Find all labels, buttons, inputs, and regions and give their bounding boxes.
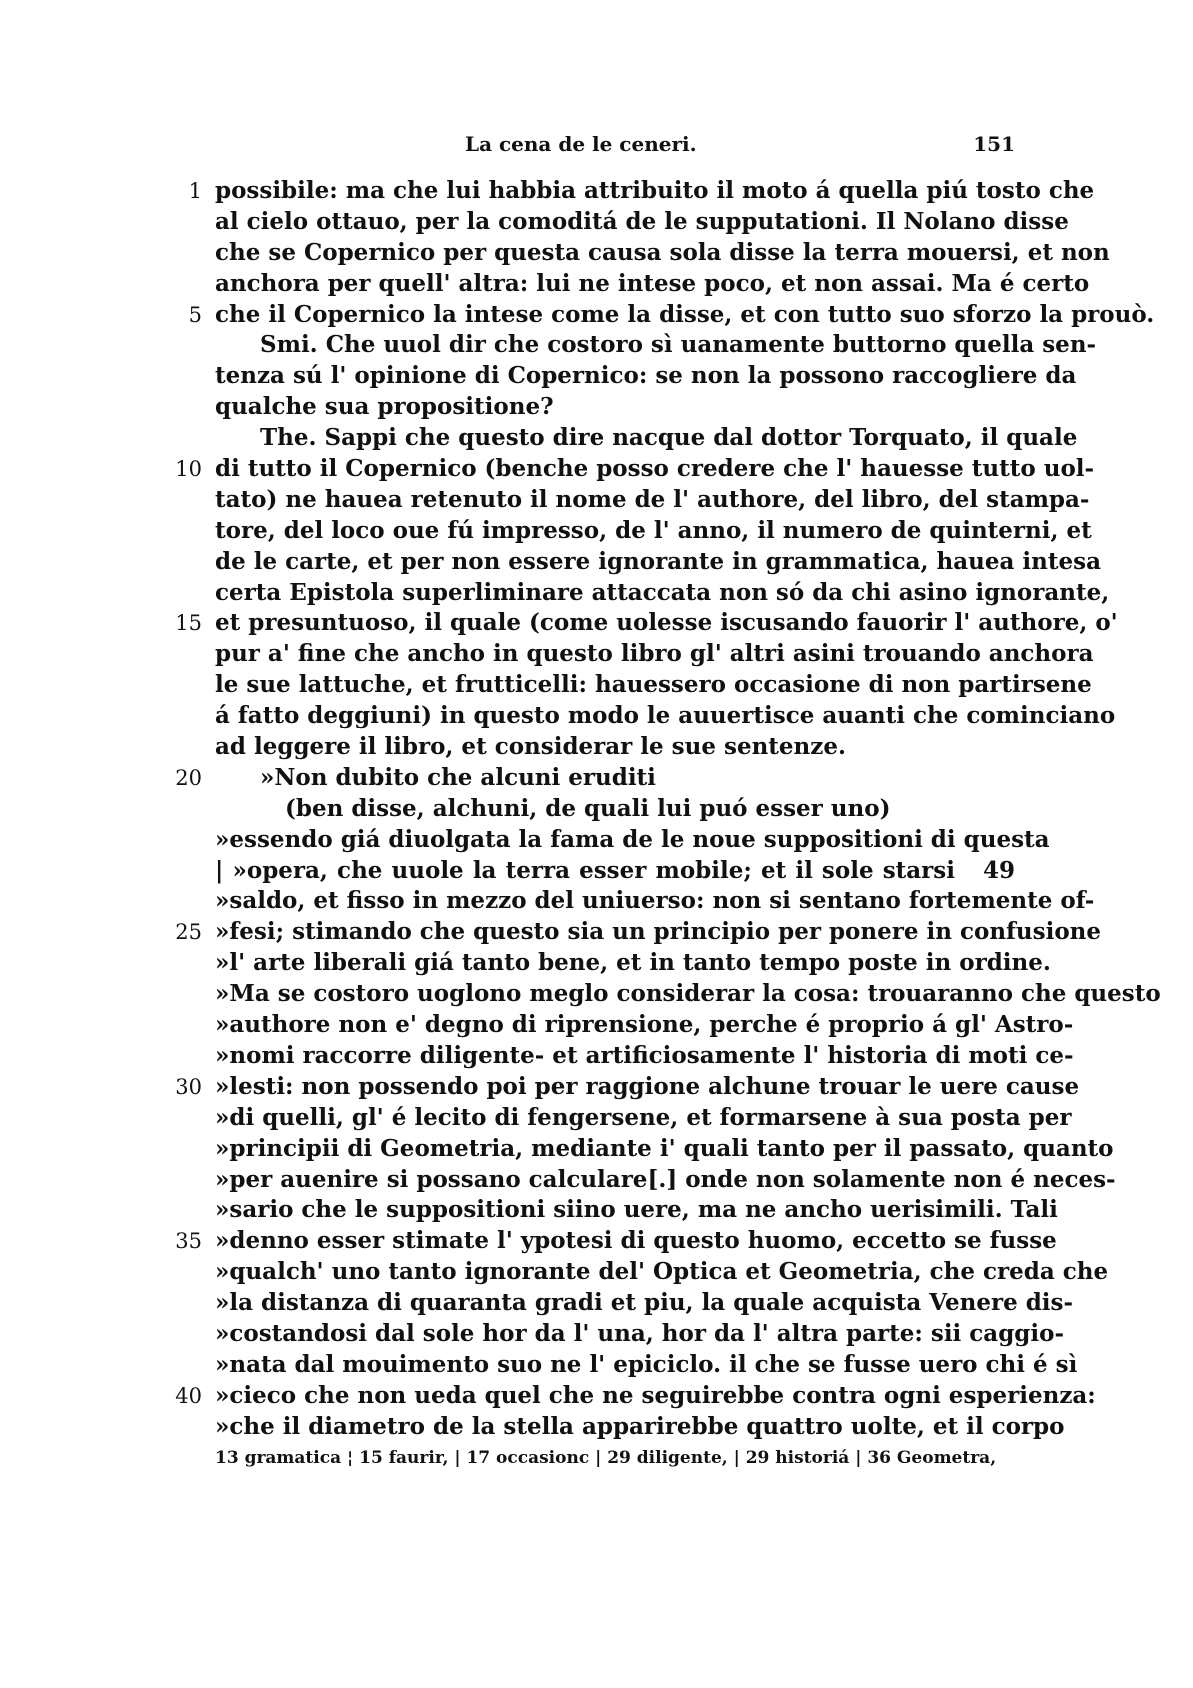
text-line <box>0 516 1193 547</box>
line-text: The. Sappi che questo dire nacque dal dottor Torquato, il quale <box>260 424 1078 452</box>
line-text: »di quelli, gl' é lecito di fengersene, et formarsene à sua posta per <box>215 1103 1072 1131</box>
line-text: che il Copernico la intese come la disse, et con tutto suo sforzo la prouò. <box>215 300 1155 328</box>
text-line <box>0 886 1193 917</box>
text-line <box>0 825 1193 856</box>
line-text: che se Copernico per questa causa sola disse la terra mouersi, et non <box>215 238 1110 266</box>
line-text: »authore non e' degno di riprensione, perche é proprio á gl' Astro- <box>215 1011 1074 1039</box>
text-line <box>0 1319 1193 1350</box>
critical-apparatus: 13 gramatica ¦ 15 faurir, | 17 occasionc | 29 diligente, | 29 historiá | 36 Geometra, <box>215 1448 997 1468</box>
text-line <box>0 1134 1193 1165</box>
line-number: 35 <box>175 1229 202 1254</box>
text-line <box>0 423 1193 454</box>
text-line <box>0 1257 1193 1288</box>
line-text: tore, del loco oue fú impresso, de l' anno, il numero de quinterni, et <box>215 516 1092 544</box>
text-line <box>0 361 1193 392</box>
text-line <box>0 732 1193 763</box>
text-line <box>0 1010 1193 1041</box>
text-line <box>0 979 1193 1010</box>
running-title: La cena de le ceneri. <box>465 132 697 156</box>
text-line <box>0 1165 1193 1196</box>
text-line <box>0 917 1193 948</box>
text-line <box>0 238 1193 269</box>
line-text: | »opera, che uuole la terra esser mobile; et il sole starsi <box>215 856 955 884</box>
text-line <box>0 1195 1193 1226</box>
text-line <box>0 1288 1193 1319</box>
line-text: anchora per quell' altra: lui ne intese poco, et non assai. Ma é certo <box>215 269 1090 297</box>
line-text: »l' arte liberali giá tanto bene, et in tanto tempo poste in ordine. <box>215 949 1051 977</box>
text-line <box>0 1072 1193 1103</box>
line-number: 10 <box>175 457 202 482</box>
line-number: 25 <box>175 920 202 945</box>
text-line <box>0 176 1193 207</box>
line-number: 1 <box>188 179 202 203</box>
line-text: qualche sua propositione? <box>215 393 554 421</box>
text-line <box>0 701 1193 732</box>
line-text: »qualch' uno tanto ignorante del' Optica et Geometria, che creda che <box>215 1258 1109 1286</box>
line-text: tenza sú l' opinione di Copernico: se non la possono raccogliere da <box>215 362 1077 390</box>
line-text: ad leggere il libro, et considerar le sue sentenze. <box>215 733 846 761</box>
line-text: »nata dal mouimento suo ne l' epiciclo. il che se fusse uero chi é sì <box>215 1350 1078 1378</box>
text-line <box>0 269 1193 300</box>
line-text: »denno esser stimate l' ypotesi di questo huomo, eccetto se fusse <box>215 1227 1057 1255</box>
line-text: »costandosi dal sole hor da l' una, hor da l' altra parte: sii caggio- <box>215 1319 1065 1347</box>
line-text: possibile: ma che lui habbia attribuito il moto á quella piú tosto che <box>215 177 1095 204</box>
text-line <box>0 330 1193 361</box>
line-text: de le carte, et per non essere ignorante in grammatica, hauea intesa <box>215 547 1101 575</box>
line-text: »principii di Geometria, mediante i' quali tanto per il passato, quanto <box>215 1134 1114 1162</box>
text-line <box>0 1226 1193 1257</box>
line-text: »cieco che non ueda quel che ne seguirebbe contra ogni esperienza: <box>215 1381 1096 1409</box>
text-line <box>0 670 1193 701</box>
line-number: 40 <box>175 1383 202 1408</box>
line-text: (ben disse, alchuni, de quali lui puó esser uno) <box>285 794 891 822</box>
line-text: al cielo ottauo, per la comoditá de le supputationi. Il Nolano disse <box>215 207 1069 235</box>
line-number: 15 <box>175 611 202 636</box>
text-line <box>0 547 1193 578</box>
text-line <box>0 300 1193 331</box>
text-line <box>0 454 1193 485</box>
line-number: 5 <box>188 302 202 327</box>
text-line <box>0 1350 1193 1381</box>
line-number: 30 <box>175 1074 202 1099</box>
line-text: »Non dubito che alcuni eruditi <box>260 763 656 791</box>
line-text: Smi. Che uuol dir che costoro sì uanamente buttorno quella sen- <box>260 331 1097 359</box>
line-text: á fatto deggiuni) in questo modo le auuertisce auanti che cominciano <box>215 702 1116 730</box>
text-line <box>0 1381 1193 1412</box>
line-text: le sue lattuche, et frutticelli: hauessero occasione di non partirsene <box>215 671 1092 699</box>
line-text: et presuntuoso, il quale (come uolesse iscusando fauorir l' authore, o' <box>215 609 1118 637</box>
text-line <box>0 639 1193 670</box>
text-body <box>0 176 1193 1443</box>
text-line <box>0 948 1193 979</box>
text-line <box>0 1412 1193 1443</box>
line-text: »lesti: non possendo poi per raggione alchune trouar le uere cause <box>215 1072 1080 1100</box>
line-text: »fesi; stimando che questo sia un principio per ponere in confusione <box>215 918 1102 946</box>
text-line <box>0 1041 1193 1072</box>
line-text: »per auenire si possano calculare[.] onde non solamente non é neces- <box>215 1165 1116 1193</box>
line-text: »nomi raccorre diligente- et artificiosamente l' historia di moti ce- <box>215 1041 1074 1069</box>
line-text: di tutto il Copernico (benche posso credere che l' hauesse tutto uol- <box>215 455 1095 483</box>
text-line <box>0 207 1193 238</box>
running-head <box>215 132 1015 162</box>
text-line <box>0 485 1193 516</box>
line-text: »che il diametro de la stella apparirebbe quattro uolte, et il corpo <box>215 1412 1065 1440</box>
line-number: 20 <box>175 765 202 790</box>
text-line <box>0 763 1193 794</box>
line-text: »la distanza di quaranta gradi et piu, la quale acquista Venere dis- <box>215 1289 1074 1317</box>
line-text: certa Epistola superliminare attaccata non só da chi asino ignorante, <box>215 578 1110 606</box>
line-text: tato) ne hauea retenuto il nome de l' authore, del libro, del stampa- <box>215 485 1090 513</box>
line-text: »essendo giá diuolgata la fama de le noue suppositioni di questa <box>215 825 1050 853</box>
line-text: »saldo, et fisso in mezzo del uniuerso: non si sentano fortemente of- <box>215 887 1095 915</box>
text-line <box>0 392 1193 423</box>
line-text: pur a' fine che ancho in questo libro gl' altri asini trouando anchora <box>215 640 1094 668</box>
text-line <box>0 856 1193 887</box>
line-text: »sario che le suppositioni siino uere, ma ne ancho uerisimili. Tali <box>215 1196 1058 1224</box>
text-line <box>0 794 1193 825</box>
marginal-page-ref: 49 <box>982 856 1015 884</box>
page-number: 151 <box>973 132 1015 156</box>
text-line <box>0 578 1193 609</box>
line-text: »Ma se costoro uoglono meglo considerar la cosa: trouaranno che questo <box>215 980 1161 1008</box>
text-line <box>0 608 1193 639</box>
text-line <box>0 1103 1193 1134</box>
